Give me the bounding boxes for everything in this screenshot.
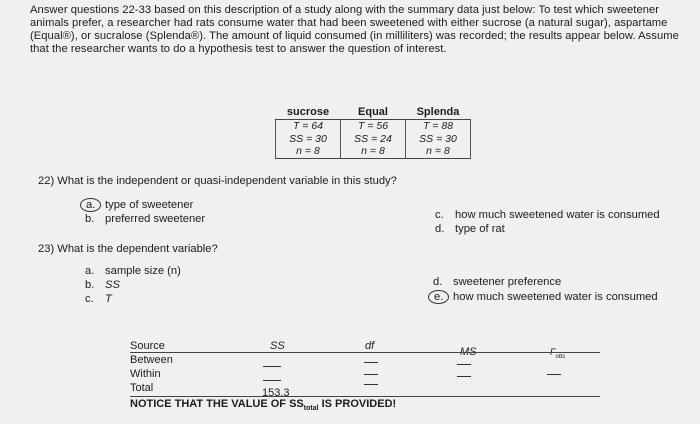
blank-within-df[interactable] [364,374,378,375]
ss-total-notice: NOTICE THAT THE VALUE OF $SS_{total}$ IS PROVIDED! [130,398,397,413]
anova-total-rule [130,396,600,397]
q23-option-c[interactable]: c. T [85,293,112,305]
blank-within-ms[interactable] [457,376,471,377]
q22-option-b[interactable]: b. preferred sweetener [85,213,206,225]
anova-header-df: df [365,340,375,352]
cell-equal-ss: SS = 24 [341,133,406,146]
blank-total-df[interactable] [364,384,378,385]
question-23: 23) What is the dependent variable? [38,243,218,255]
anova-table [130,340,600,420]
instructions-paragraph [30,4,690,56]
anova-row-between: Between [130,354,173,366]
instructions-line-1: Answer questions 22-33 based on this description of a study along with the summary data just below: To test which sweetener [30,4,660,16]
header-sucrose: sucrose [286,106,330,118]
header-splenda: Splenda [416,106,460,118]
q22-option-d[interactable]: d. type of rat [435,223,505,235]
blank-between-ss[interactable] [263,366,281,367]
cell-sucrose-n: n = 8 [276,145,341,158]
header-equal: Equal [358,106,388,118]
anova-header-rule [130,352,600,353]
q23-option-d[interactable]: d. sweetener preference [433,276,562,288]
question-22: 22) What is the independent or quasi-independent variable in this study? [38,175,397,187]
instructions-line-3: (Equal®), or sucralose (Splenda®). The amount of liquid consumed (in milliliters) was recorded; the results appear below. Assume [30,30,679,42]
summary-data-table [275,106,471,159]
cell-splenda-ss: SS = 30 [406,133,471,146]
answer-circle: e. [428,290,449,304]
blank-within-ss[interactable] [263,380,281,381]
cell-equal-t: T = 56 [341,120,406,133]
cell-sucrose-ss: SS = 30 [276,133,341,146]
cell-sucrose-t: T = 64 [276,120,341,133]
answer-circle: a. [80,198,101,212]
anova-header-f: $F_{obs}$ [550,347,566,360]
blank-between-ms[interactable] [457,364,471,365]
blank-f-value[interactable] [547,374,561,375]
anova-row-within: Within [130,368,161,380]
anova-header-ms: MS [460,346,477,358]
cell-splenda-n: n = 8 [406,145,471,158]
anova-header-source: Source [130,340,165,352]
cell-splenda-t: T = 88 [406,120,471,133]
cell-equal-n: n = 8 [341,145,406,158]
q22-option-a[interactable]: a. type of sweetener [85,199,193,211]
anova-row-total: Total [130,382,154,394]
anova-header-ss: SS [270,340,285,352]
instructions-line-4: that the researcher wants to do a hypothesis test to answer the question of interest. [30,43,447,55]
q23-option-b[interactable]: b. SS [85,279,120,291]
q23-option-e[interactable]: e. how much sweetened water is consumed [433,291,658,303]
anova-total-ss-value: 153.3 [262,387,290,399]
q22-option-c[interactable]: c. how much sweetened water is consumed [435,209,660,221]
blank-between-df[interactable] [364,362,378,363]
q23-option-a[interactable]: a. sample size (n) [85,265,181,277]
instructions-line-2: animals prefer, a researcher had rats consume water that had been sweetened with either sucrose (a natural sugar), aspartame [30,17,668,29]
